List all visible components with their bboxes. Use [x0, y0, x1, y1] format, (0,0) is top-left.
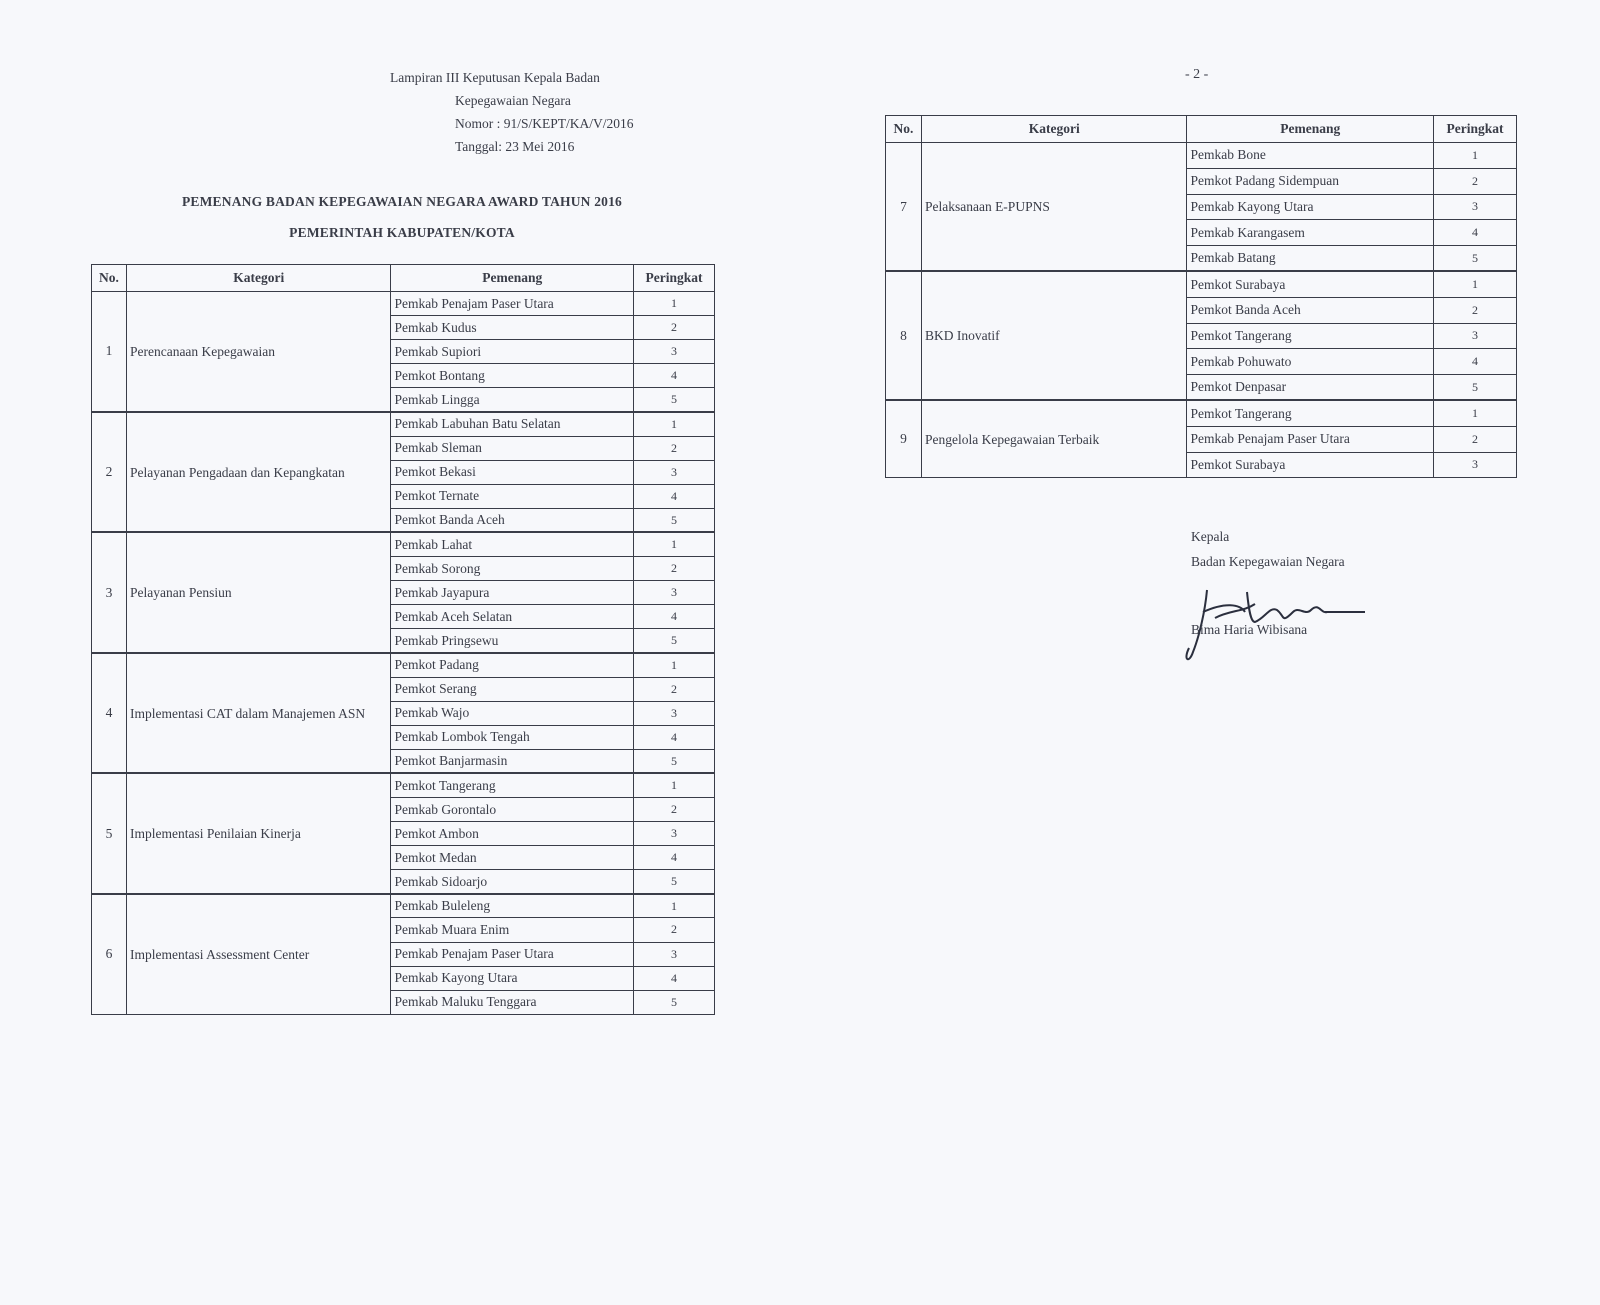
winner-rank: 4 — [634, 846, 715, 870]
table-row — [92, 773, 715, 797]
column-header-no: No. — [92, 265, 127, 292]
winner-rank: 1 — [634, 532, 715, 556]
winner-name: Pemkab Labuhan Batu Selatan — [391, 412, 634, 436]
table-row — [92, 532, 715, 556]
winner-rank: 4 — [1434, 349, 1517, 375]
category-number: 8 — [886, 271, 922, 400]
winner-name: Pemkab Kayong Utara — [1187, 194, 1434, 220]
category-name: Pengelola Kepegawaian Terbaik — [921, 400, 1187, 477]
winner-name: Pemkab Jayapura — [391, 581, 634, 605]
winner-name: Pemkab Kudus — [391, 316, 634, 340]
category-number: 1 — [92, 292, 127, 412]
winner-rank: 5 — [634, 508, 715, 532]
category-name: BKD Inovatif — [921, 271, 1187, 400]
category-name: Implementasi Assessment Center — [126, 894, 391, 1014]
winner-rank: 4 — [1434, 220, 1517, 246]
winner-rank: 1 — [1434, 400, 1517, 426]
document-title: PEMENANG BADAN KEPEGAWAIAN NEGARA AWARD TAHUN 2016 — [181, 194, 623, 209]
signatory-title: Kepala — [1191, 529, 1230, 544]
winner-rank: 2 — [1434, 168, 1517, 194]
header-line-1: Lampiran III Keputusan Kepala Badan — [390, 70, 600, 85]
winner-name: Pemkab Supiori — [391, 340, 634, 364]
winner-rank: 4 — [634, 364, 715, 388]
winner-rank: 3 — [634, 942, 715, 966]
category-name: Implementasi Penilaian Kinerja — [126, 773, 391, 893]
signature-block — [1191, 524, 1345, 574]
winner-name: Pemkot Denpasar — [1187, 375, 1434, 401]
winner-name: Pemkot Padang Sidempuan — [1187, 168, 1434, 194]
winner-name: Pemkab Sorong — [391, 557, 634, 581]
category-name: Pelayanan Pengadaan dan Kepangkatan — [126, 412, 391, 532]
winner-rank: 1 — [1434, 143, 1517, 169]
winner-name: Pemkot Ternate — [391, 484, 634, 508]
winner-rank: 2 — [634, 557, 715, 581]
table-row — [886, 271, 1517, 297]
column-header-peringkat: Peringkat — [634, 265, 715, 292]
winner-rank: 4 — [634, 966, 715, 990]
winner-name: Pemkab Sleman — [391, 436, 634, 460]
header-line-4: Tanggal: 23 Mei 2016 — [455, 139, 575, 154]
table-row — [92, 894, 715, 918]
winner-name: Pemkot Tangerang — [1187, 400, 1434, 426]
winner-name: Pemkot Banjarmasin — [391, 749, 634, 773]
column-header-pemenang: Pemenang — [391, 265, 634, 292]
award-table-right — [885, 115, 1517, 478]
table-row — [886, 143, 1517, 169]
winner-name: Pemkot Surabaya — [1187, 452, 1434, 478]
winner-rank: 2 — [634, 918, 715, 942]
winner-name: Pemkab Sidoarjo — [391, 870, 634, 894]
winner-name: Pemkab Penajam Paser Utara — [391, 292, 634, 316]
winner-rank: 5 — [634, 749, 715, 773]
winner-rank: 3 — [634, 581, 715, 605]
winner-rank: 3 — [634, 340, 715, 364]
winner-rank: 5 — [634, 990, 715, 1014]
column-header-no: No. — [886, 116, 922, 143]
winner-rank: 3 — [1434, 323, 1517, 349]
winner-rank: 1 — [634, 773, 715, 797]
category-number: 2 — [92, 412, 127, 532]
table-row — [92, 412, 715, 436]
winner-name: Pemkab Pringsewu — [391, 629, 634, 653]
winner-rank: 5 — [634, 629, 715, 653]
winner-rank: 2 — [1434, 297, 1517, 323]
winner-name: Pemkot Banda Aceh — [1187, 297, 1434, 323]
table-row — [92, 653, 715, 677]
winner-name: Pemkab Lingga — [391, 388, 634, 412]
table-row — [92, 292, 715, 316]
column-header-kategori: Kategori — [126, 265, 391, 292]
winner-rank: 3 — [634, 822, 715, 846]
winner-name: Pemkab Bone — [1187, 143, 1434, 169]
winner-rank: 2 — [634, 677, 715, 701]
document-subtitle: PEMERINTAH KABUPATEN/KOTA — [289, 225, 515, 240]
winner-rank: 1 — [634, 292, 715, 316]
header-line-2: Kepegawaian Negara — [455, 93, 571, 108]
winner-rank: 2 — [634, 436, 715, 460]
award-table-left — [91, 264, 715, 1015]
winner-rank: 1 — [634, 894, 715, 918]
winner-name: Pemkab Kayong Utara — [391, 966, 634, 990]
winner-name: Pemkab Batang — [1187, 246, 1434, 272]
winner-rank: 2 — [634, 316, 715, 340]
category-name: Perencanaan Kepegawaian — [126, 292, 391, 412]
winner-name: Pemkot Surabaya — [1187, 271, 1434, 297]
category-number: 5 — [92, 773, 127, 893]
winner-name: Pemkab Penajam Paser Utara — [391, 942, 634, 966]
winner-name: Pemkot Padang — [391, 653, 634, 677]
winner-name: Pemkot Ambon — [391, 822, 634, 846]
winner-name: Pemkab Lahat — [391, 532, 634, 556]
category-number: 4 — [92, 653, 127, 773]
table-header-row — [886, 116, 1517, 143]
winner-name: Pemkab Gorontalo — [391, 797, 634, 821]
category-number: 6 — [92, 894, 127, 1014]
winner-name: Pemkab Pohuwato — [1187, 349, 1434, 375]
winner-rank: 2 — [1434, 426, 1517, 452]
winner-rank: 1 — [634, 412, 715, 436]
column-header-pemenang: Pemenang — [1187, 116, 1434, 143]
winner-rank: 5 — [634, 870, 715, 894]
category-number: 7 — [886, 143, 922, 272]
winner-rank: 3 — [634, 701, 715, 725]
signatory-institution: Badan Kepegawaian Negara — [1191, 554, 1345, 569]
winner-name: Pemkab Muara Enim — [391, 918, 634, 942]
winner-name: Pemkab Maluku Tenggara — [391, 990, 634, 1014]
winner-rank: 4 — [634, 484, 715, 508]
winner-name: Pemkab Wajo — [391, 701, 634, 725]
winner-name: Pemkot Banda Aceh — [391, 508, 634, 532]
winner-name: Pemkab Aceh Selatan — [391, 605, 634, 629]
winner-rank: 1 — [1434, 271, 1517, 297]
winner-rank: 5 — [634, 388, 715, 412]
column-header-peringkat: Peringkat — [1434, 116, 1517, 143]
header-line-3: Nomor : 91/S/KEPT/KA/V/2016 — [455, 116, 634, 131]
page-number: - 2 - — [1185, 67, 1209, 82]
signatory-name: Bima Haria Wibisana — [1191, 622, 1308, 637]
winner-name: Pemkot Medan — [391, 846, 634, 870]
winner-name: Pemkot Tangerang — [1187, 323, 1434, 349]
category-name: Implementasi CAT dalam Manajemen ASN — [126, 653, 391, 773]
column-header-kategori: Kategori — [921, 116, 1187, 143]
table-header-row — [92, 265, 715, 292]
winner-name: Pemkab Buleleng — [391, 894, 634, 918]
winner-rank: 4 — [634, 725, 715, 749]
winner-rank: 5 — [1434, 246, 1517, 272]
attachment-header — [390, 66, 634, 158]
winner-name: Pemkab Lombok Tengah — [391, 725, 634, 749]
category-name: Pelaksanaan E-PUPNS — [921, 143, 1187, 272]
winner-name: Pemkot Bekasi — [391, 460, 634, 484]
winner-name: Pemkab Karangasem — [1187, 220, 1434, 246]
winner-rank: 3 — [1434, 452, 1517, 478]
category-number: 9 — [886, 400, 922, 477]
winner-rank: 3 — [1434, 194, 1517, 220]
winner-name: Pemkab Penajam Paser Utara — [1187, 426, 1434, 452]
category-number: 3 — [92, 532, 127, 652]
winner-rank: 2 — [634, 797, 715, 821]
category-name: Pelayanan Pensiun — [126, 532, 391, 652]
winner-name: Pemkot Bontang — [391, 364, 634, 388]
winner-name: Pemkot Serang — [391, 677, 634, 701]
table-row — [886, 400, 1517, 426]
winner-rank: 1 — [634, 653, 715, 677]
winner-rank: 5 — [1434, 375, 1517, 401]
winner-rank: 3 — [634, 460, 715, 484]
winner-rank: 4 — [634, 605, 715, 629]
winner-name: Pemkot Tangerang — [391, 773, 634, 797]
